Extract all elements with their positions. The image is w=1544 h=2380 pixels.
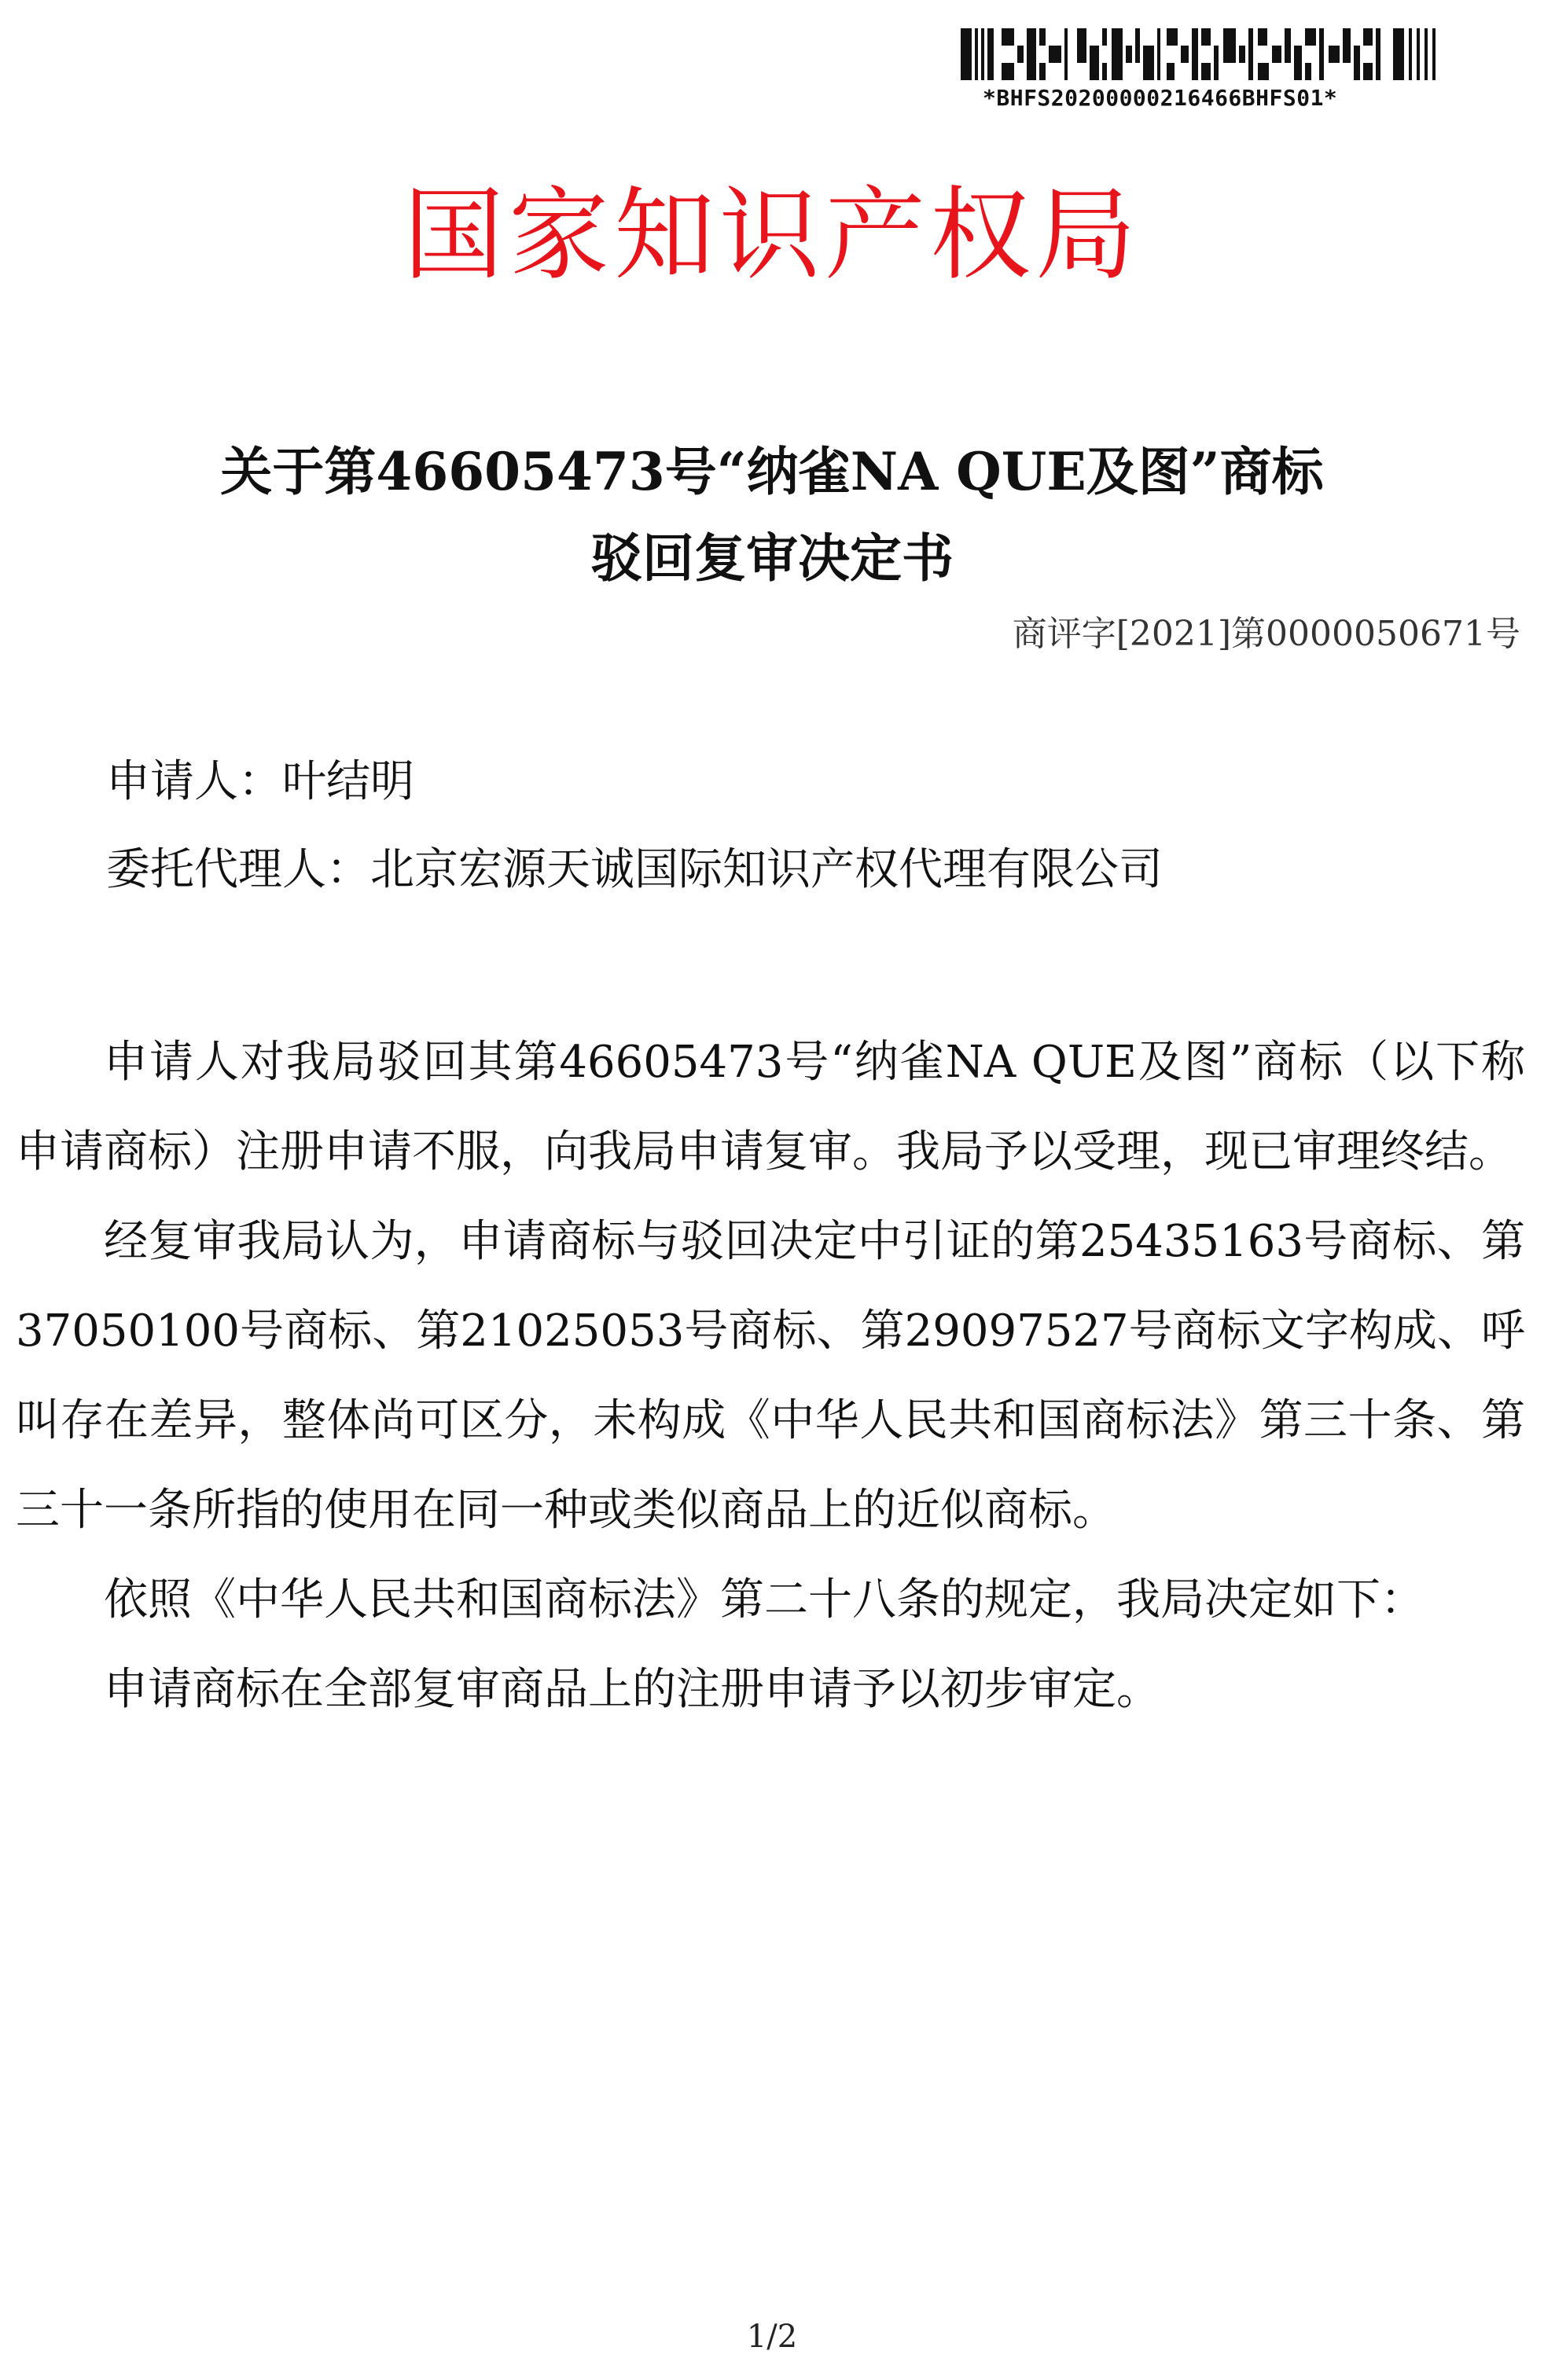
- agent-line: 委托代理人：北京宏源天诚国际知识产权代理有限公司: [106, 844, 1163, 895]
- barcode-block: [961, 28, 1464, 115]
- document-title-line1: 关于第46605473号“纳雀NA QUE及图”商标: [220, 441, 1324, 502]
- decision-body: [16, 1018, 1525, 1735]
- organization-title: 国家知识产权局: [403, 177, 1141, 294]
- body-paragraph: 经复审我局认为，申请商标与驳回决定中引证的第25435163号商标、第37050100号商标、第21025053号商标、第29097527号商标文字构成、呼叫存在差异，整体尚可区分，未构成《中华人民共和国商标法》第三十条、第三十一条所指的使用在同一种或类似商品上的近似商标。: [16, 1216, 1525, 1536]
- applicant-line: 申请人：叶结明: [106, 756, 414, 807]
- body-paragraph: 依照《中华人民共和国商标法》第二十八条的规定，我局决定如下：: [104, 1574, 1425, 1625]
- body-paragraph: 申请人对我局驳回其第46605473号“纳雀NA QUE及图”商标（以下称申请商标）注册申请不服，向我局申请复审。我局予以受理，现已审理终结。: [16, 1037, 1525, 1177]
- barcode-number: *BHFS20200000216466BHFS01*: [983, 85, 1338, 111]
- page-number: 1/2: [746, 2319, 798, 2355]
- document-title-line2: 驳回复审决定书: [590, 527, 954, 589]
- document-number: 商评字[2021]第0000050671号: [1012, 614, 1520, 654]
- body-paragraph: 申请商标在全部复审商品上的注册申请予以初步审定。: [104, 1664, 1160, 1715]
- barcode-image: [961, 28, 1448, 80]
